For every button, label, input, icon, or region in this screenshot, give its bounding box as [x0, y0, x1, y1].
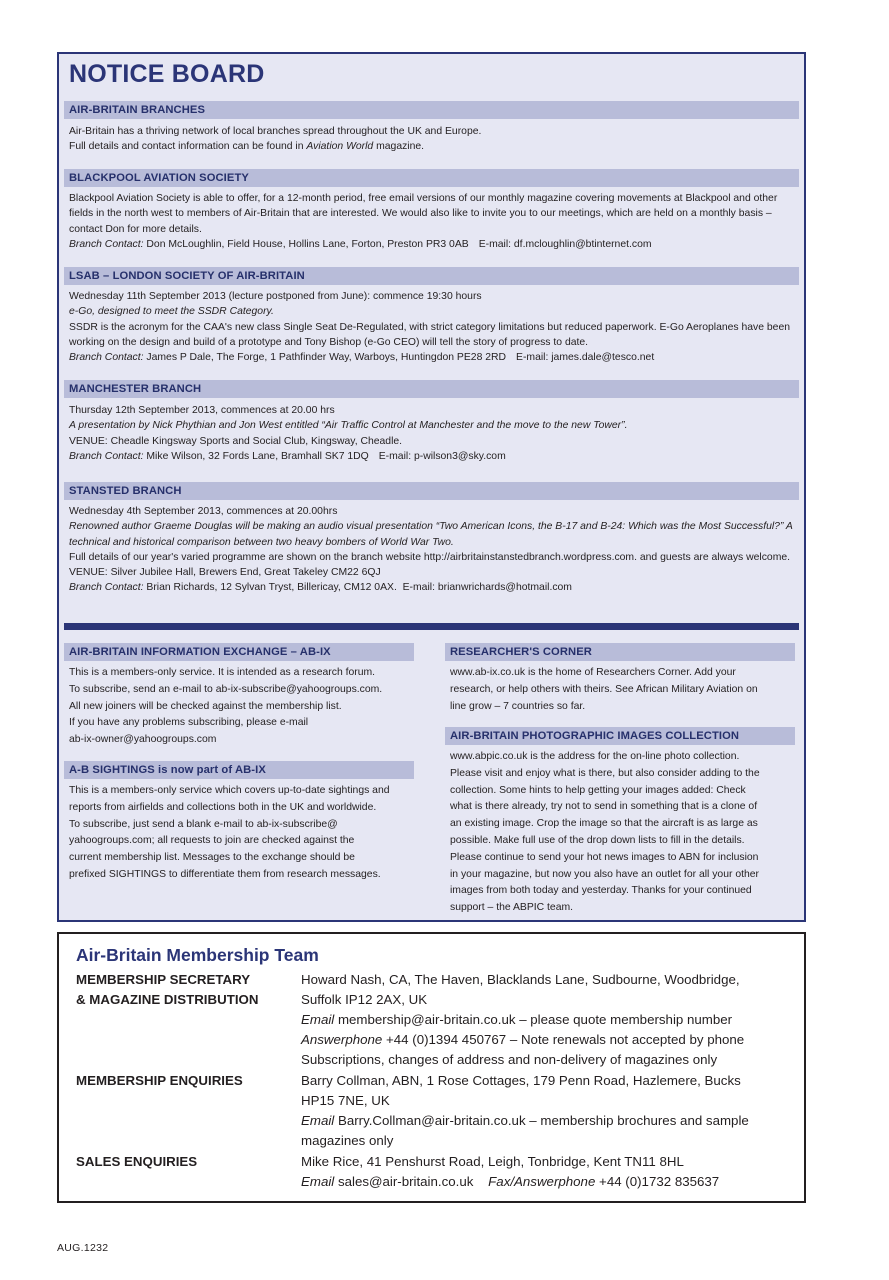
- notice-board-title: NOTICE BOARD: [69, 60, 265, 88]
- lsab-body: [69, 289, 799, 365]
- abix-line: To subscribe, send an e-mail to ab-ix-subscribe@yahoogroups.com.: [69, 683, 383, 695]
- sales-label: SALES ENQUIRIES: [76, 1154, 198, 1169]
- sightings-line: reports from airfields and collections both in the UK and worldwide.: [69, 801, 377, 813]
- secretary-label: MEMBERSHIP SECRETARY: [76, 972, 251, 987]
- photos-heading: AIR-BRITAIN PHOTOGRAPHIC IMAGES COLLECTION: [445, 727, 795, 745]
- blackpool-contact: Branch Contact: Don McLoughlin, Field House, Hollins Lane, Forton, Preston PR3 0AB E-mail: df.mcloughlin@btinternet.com: [69, 238, 652, 250]
- blackpool-body: [69, 191, 799, 252]
- stansted-presentation: Renowned author Graeme Douglas will be making an audio visual presentation “Two American Icons, the B-17 and B-24: Which was the Most Successful?” A technical and historical comparison between two heavy bombers of World War Two.: [69, 521, 793, 548]
- sightings-heading: A-B SIGHTINGS is now part of AB-IX: [64, 761, 414, 779]
- photos-line: collection. Some hints to help getting your images added: Check: [450, 784, 746, 796]
- enquiries-label: MEMBERSHIP ENQUIRIES: [76, 1073, 243, 1088]
- sightings-line: To subscribe, just send a blank e-mail to ab-ix-subscribe@: [69, 818, 338, 830]
- secretary-phone: Answerphone +44 (0)1394 450767 – Note renewals not accepted by phone: [301, 1032, 745, 1047]
- lsab-date: Wednesday 11th September 2013 (lecture postponed from June): commence 19:30 hours: [69, 291, 482, 302]
- stansted-details: Full details of our year's varied programme are shown on the branch website http://airbritainstanstedbranch.wordpress.com. and guests are always welcome.: [69, 551, 791, 563]
- lsab-subtitle: e-Go, designed to meet the SSDR Category.: [69, 306, 274, 318]
- branches-line-1: Air-Britain has a thriving network of local branches spread throughout the UK and Europe.: [69, 126, 482, 137]
- researchers-line: line grow – 7 countries so far.: [450, 700, 586, 712]
- researchers-line: research, or help others with theirs. See African Military Aviation on: [450, 683, 758, 695]
- photos-line: possible. Make full use of the drop down lists to fill in the details.: [450, 834, 745, 846]
- photos-line: Please visit and enjoy what is there, but also consider adding to the: [450, 767, 760, 779]
- lsab-text: SSDR is the acronym for the CAA's new class Single Seat De-Regulated, with strict category limitations but reduced paperwork. E-Go Aeroplanes have been working on the design and build of a prototype and Tony Bishop (e-Go CEO) will tell the story of progress to date.: [69, 321, 791, 348]
- membership-team-box: [57, 932, 806, 1203]
- sales-contact: Email sales@air-britain.co.uk Fax/Answerphone +44 (0)1732 835637: [301, 1174, 720, 1189]
- sales-address: Mike Rice, 41 Penshurst Road, Leigh, Tonbridge, Kent TN11 8HL: [301, 1154, 684, 1169]
- manchester-venue: VENUE: Cheadle Kingsway Sports and Social Club, Kingsway, Cheadle.: [69, 435, 403, 447]
- branches-line-2: Full details and contact information can be found in Aviation World magazine.: [69, 141, 425, 153]
- researchers-heading: RESEARCHER'S CORNER: [445, 643, 795, 661]
- sightings-line: yahoogroups.com; all requests to join are checked against the: [69, 835, 355, 847]
- manchester-body: [69, 403, 799, 464]
- abix-line: All new joiners will be checked against the membership list.: [69, 700, 342, 712]
- branches-heading: AIR-BRITAIN BRANCHES: [64, 101, 799, 119]
- abix-line: This is a members-only service. It is intended as a research forum.: [69, 667, 376, 678]
- branches-body: [69, 124, 799, 155]
- secretary-email: Email membership@air-britain.co.uk – please quote membership number: [301, 1012, 733, 1027]
- secretary-address-2: Suffolk IP12 2AX, UK: [301, 992, 428, 1007]
- lsab-heading: LSAB – LONDON SOCIETY OF AIR-BRITAIN: [64, 267, 799, 285]
- secretary-note: Subscriptions, changes of address and non-delivery of magazines only: [301, 1052, 718, 1067]
- manchester-heading: MANCHESTER BRANCH: [64, 380, 799, 398]
- manchester-date: Thursday 12th September 2013, commences at 20.00 hrs: [69, 405, 335, 416]
- enquiries-email: Email Barry.Collman@air-britain.co.uk – membership brochures and sample: [301, 1113, 749, 1128]
- photos-line: www.abpic.co.uk is the address for the on-line photo collection.: [450, 751, 740, 762]
- blackpool-text: Blackpool Aviation Society is able to offer, for a 12-month period, free email versions of our monthly magazine covering movements at Blackpool and other fields in the north west to members of Air-Britain that are interested. We would also like to invite you to our meetings, which are held on a monthly basis – contact Don for more details.: [69, 193, 778, 235]
- photos-line: images from both today and yesterday. Thanks for your continued: [450, 885, 752, 897]
- abix-heading: AIR-BRITAIN INFORMATION EXCHANGE – AB-IX: [64, 643, 414, 661]
- photos-body: [450, 749, 795, 917]
- membership-team-title: Air-Britain Membership Team: [76, 945, 319, 965]
- abix-line: ab-ix-owner@yahoogroups.com: [69, 734, 217, 746]
- stansted-body: [69, 504, 799, 596]
- secretary-address: Howard Nash, CA, The Haven, Blacklands Lane, Sudbourne, Woodbridge,: [301, 972, 740, 987]
- manchester-contact: Branch Contact: Mike Wilson, 32 Fords Lane, Bramhall SK7 1DQ E-mail: p-wilson3@sky.com: [69, 450, 506, 462]
- page-code: AUG.1232: [57, 1242, 109, 1254]
- notice-board: [57, 52, 806, 922]
- enquiries-address: Barry Collman, ABN, 1 Rose Cottages, 179 Penn Road, Hazlemere, Bucks: [301, 1073, 741, 1088]
- section-divider: [64, 623, 799, 630]
- sightings-line: current membership list. Messages to the exchange should be: [69, 852, 355, 864]
- photos-line: an existing image. Crop the image so that the aircraft is as large as: [450, 818, 758, 830]
- secretary-label-2: & MAGAZINE DISTRIBUTION: [76, 992, 259, 1007]
- stansted-date: Wednesday 4th September 2013, commences at 20.00hrs: [69, 506, 338, 517]
- sightings-line: This is a members-only service which covers up-to-date sightings and: [69, 785, 390, 796]
- researchers-line: www.ab-ix.co.uk is the home of Researchers Corner. Add your: [450, 667, 736, 678]
- photos-line: what is there already, try not to send in something that is a clone of: [450, 801, 758, 813]
- sightings-line: prefixed SIGHTINGS to differentiate them from research messages.: [69, 868, 381, 880]
- blackpool-heading: BLACKPOOL AVIATION SOCIETY: [64, 169, 799, 187]
- photos-line: Please continue to send your hot news images to ABN for inclusion: [450, 851, 759, 863]
- sightings-body: [69, 783, 414, 884]
- abix-body: [69, 665, 414, 749]
- photos-line: support – the ABPIC team.: [450, 902, 574, 914]
- stansted-heading: STANSTED BRANCH: [64, 482, 799, 500]
- lsab-contact: Branch Contact: James P Dale, The Forge, 1 Pathfinder Way, Warboys, Huntingdon PE28 2RD E-mail: james.dale@tesco.net: [69, 352, 655, 364]
- abix-line: If you have any problems subscribing, please e-mail: [69, 717, 309, 729]
- stansted-venue: VENUE: Silver Jubilee Hall, Brewers End, Great Takeley CM22 6QJ: [69, 567, 381, 579]
- photos-line: in your magazine, but now you also have an outlet for all your other: [450, 868, 760, 880]
- manchester-presentation: A presentation by Nick Phythian and Jon West entitled “Air Traffic Control at Manchester and the move to the new Tower”.: [69, 420, 628, 432]
- enquiries-address-2: HP15 7NE, UK: [301, 1093, 390, 1108]
- enquiries-email-2: magazines only: [301, 1133, 394, 1148]
- researchers-body: [450, 665, 795, 715]
- stansted-contact: Branch Contact: Brian Richards, 12 Sylvan Tryst, Billericay, CM12 0AX. E-mail: brianwrichards@hotmail.com: [69, 582, 572, 594]
